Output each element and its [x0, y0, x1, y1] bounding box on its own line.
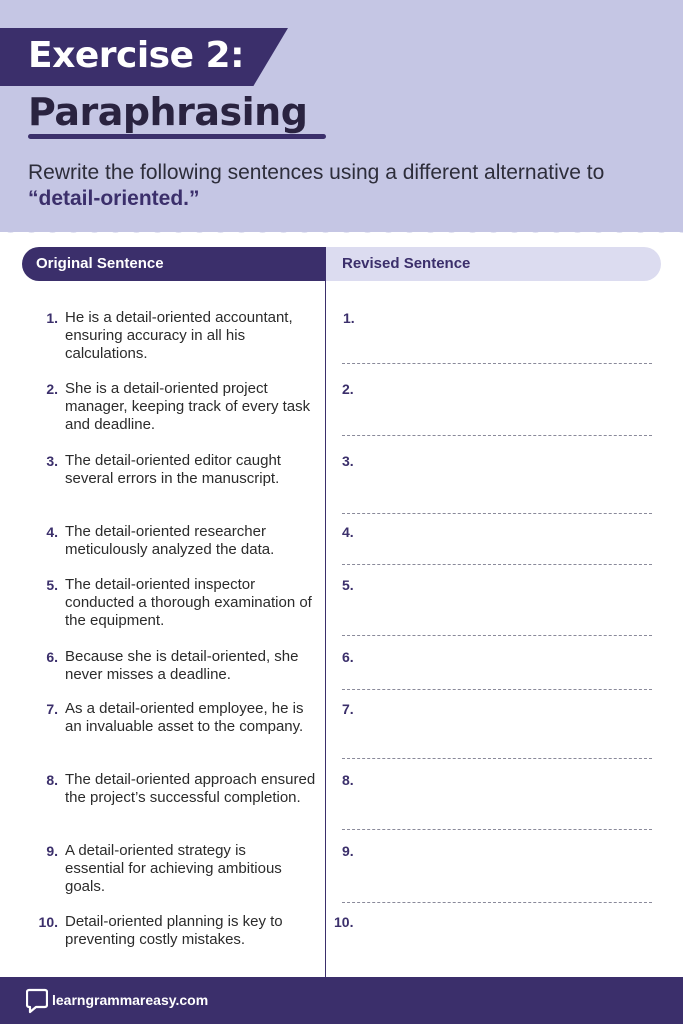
original-sentence: He is a detail-oriented accountant, ensuring accuracy in all his calculations. — [65, 309, 293, 362]
column-divider — [325, 281, 326, 977]
item-number: 8. — [46, 772, 58, 788]
original-sentence: She is a detail-oriented project manager, keeping track of every task and deadline. — [65, 380, 311, 433]
item-number: 3. — [46, 453, 58, 469]
revised-number: 9. — [342, 843, 354, 859]
revised-number: 5. — [342, 577, 354, 593]
footer — [0, 977, 683, 1024]
original-sentence: The detail-oriented inspector conducted a thorough examination of the equipment. — [65, 576, 312, 629]
original-sentence: As a detail-oriented employee, he is an invaluable asset to the company. — [65, 700, 304, 735]
revised-number: 10. — [334, 914, 354, 930]
answer-line[interactable] — [342, 513, 652, 514]
header-scallop-edge — [0, 222, 683, 242]
item-number: 5. — [46, 577, 58, 593]
revised-number: 4. — [342, 524, 354, 540]
original-sentence: The detail-oriented researcher meticulously analyzed the data. — [65, 523, 275, 558]
revised-number: 6. — [342, 649, 354, 665]
item-number: 10. — [38, 914, 58, 930]
instruction-prefix: Rewrite the following sentences using a different alternative to — [28, 161, 605, 184]
exercise-subtitle: Paraphrasing — [28, 90, 308, 134]
item-number: 4. — [46, 524, 58, 540]
revised-number: 8. — [342, 772, 354, 788]
original-sentence: A detail-oriented strategy is essential for achieving ambitious goals. — [65, 842, 282, 895]
footer-site-link[interactable]: learngrammareasy.com — [52, 992, 209, 1008]
item-number: 2. — [46, 381, 58, 397]
answer-line[interactable] — [342, 902, 652, 903]
original-sentence: Because she is detail-oriented, she never misses a deadline. — [65, 648, 299, 683]
original-sentence: Detail-oriented planning is key to preventing costly mistakes. — [65, 913, 283, 948]
item-number: 6. — [46, 649, 58, 665]
original-sentence-header: Original Sentence — [22, 247, 328, 281]
answer-line[interactable] — [342, 758, 652, 759]
revised-number: 3. — [342, 453, 354, 469]
speech-bubble-icon — [26, 988, 48, 1014]
revised-number: 2. — [342, 381, 354, 397]
instruction-emphasis: “detail-oriented.” — [28, 187, 200, 210]
exercise-title: Exercise 2: — [28, 35, 244, 76]
subtitle-underline — [28, 134, 326, 139]
item-number: 7. — [46, 701, 58, 717]
answer-line[interactable] — [342, 435, 652, 436]
original-sentence: The detail-oriented editor caught several errors in the manuscript. — [65, 452, 281, 487]
instruction-text — [28, 160, 668, 212]
item-number: 1. — [46, 310, 58, 326]
item-number: 9. — [46, 843, 58, 859]
answer-line[interactable] — [342, 829, 652, 830]
answer-line[interactable] — [342, 635, 652, 636]
revised-sentence-header: Revised Sentence — [326, 247, 661, 281]
answer-line[interactable] — [342, 363, 652, 364]
answer-line[interactable] — [342, 564, 652, 565]
revised-number: 7. — [342, 701, 354, 717]
answer-line[interactable] — [342, 689, 652, 690]
revised-number: 1. — [343, 310, 355, 326]
original-sentence: The detail-oriented approach ensured the project’s successful completion. — [65, 771, 316, 806]
